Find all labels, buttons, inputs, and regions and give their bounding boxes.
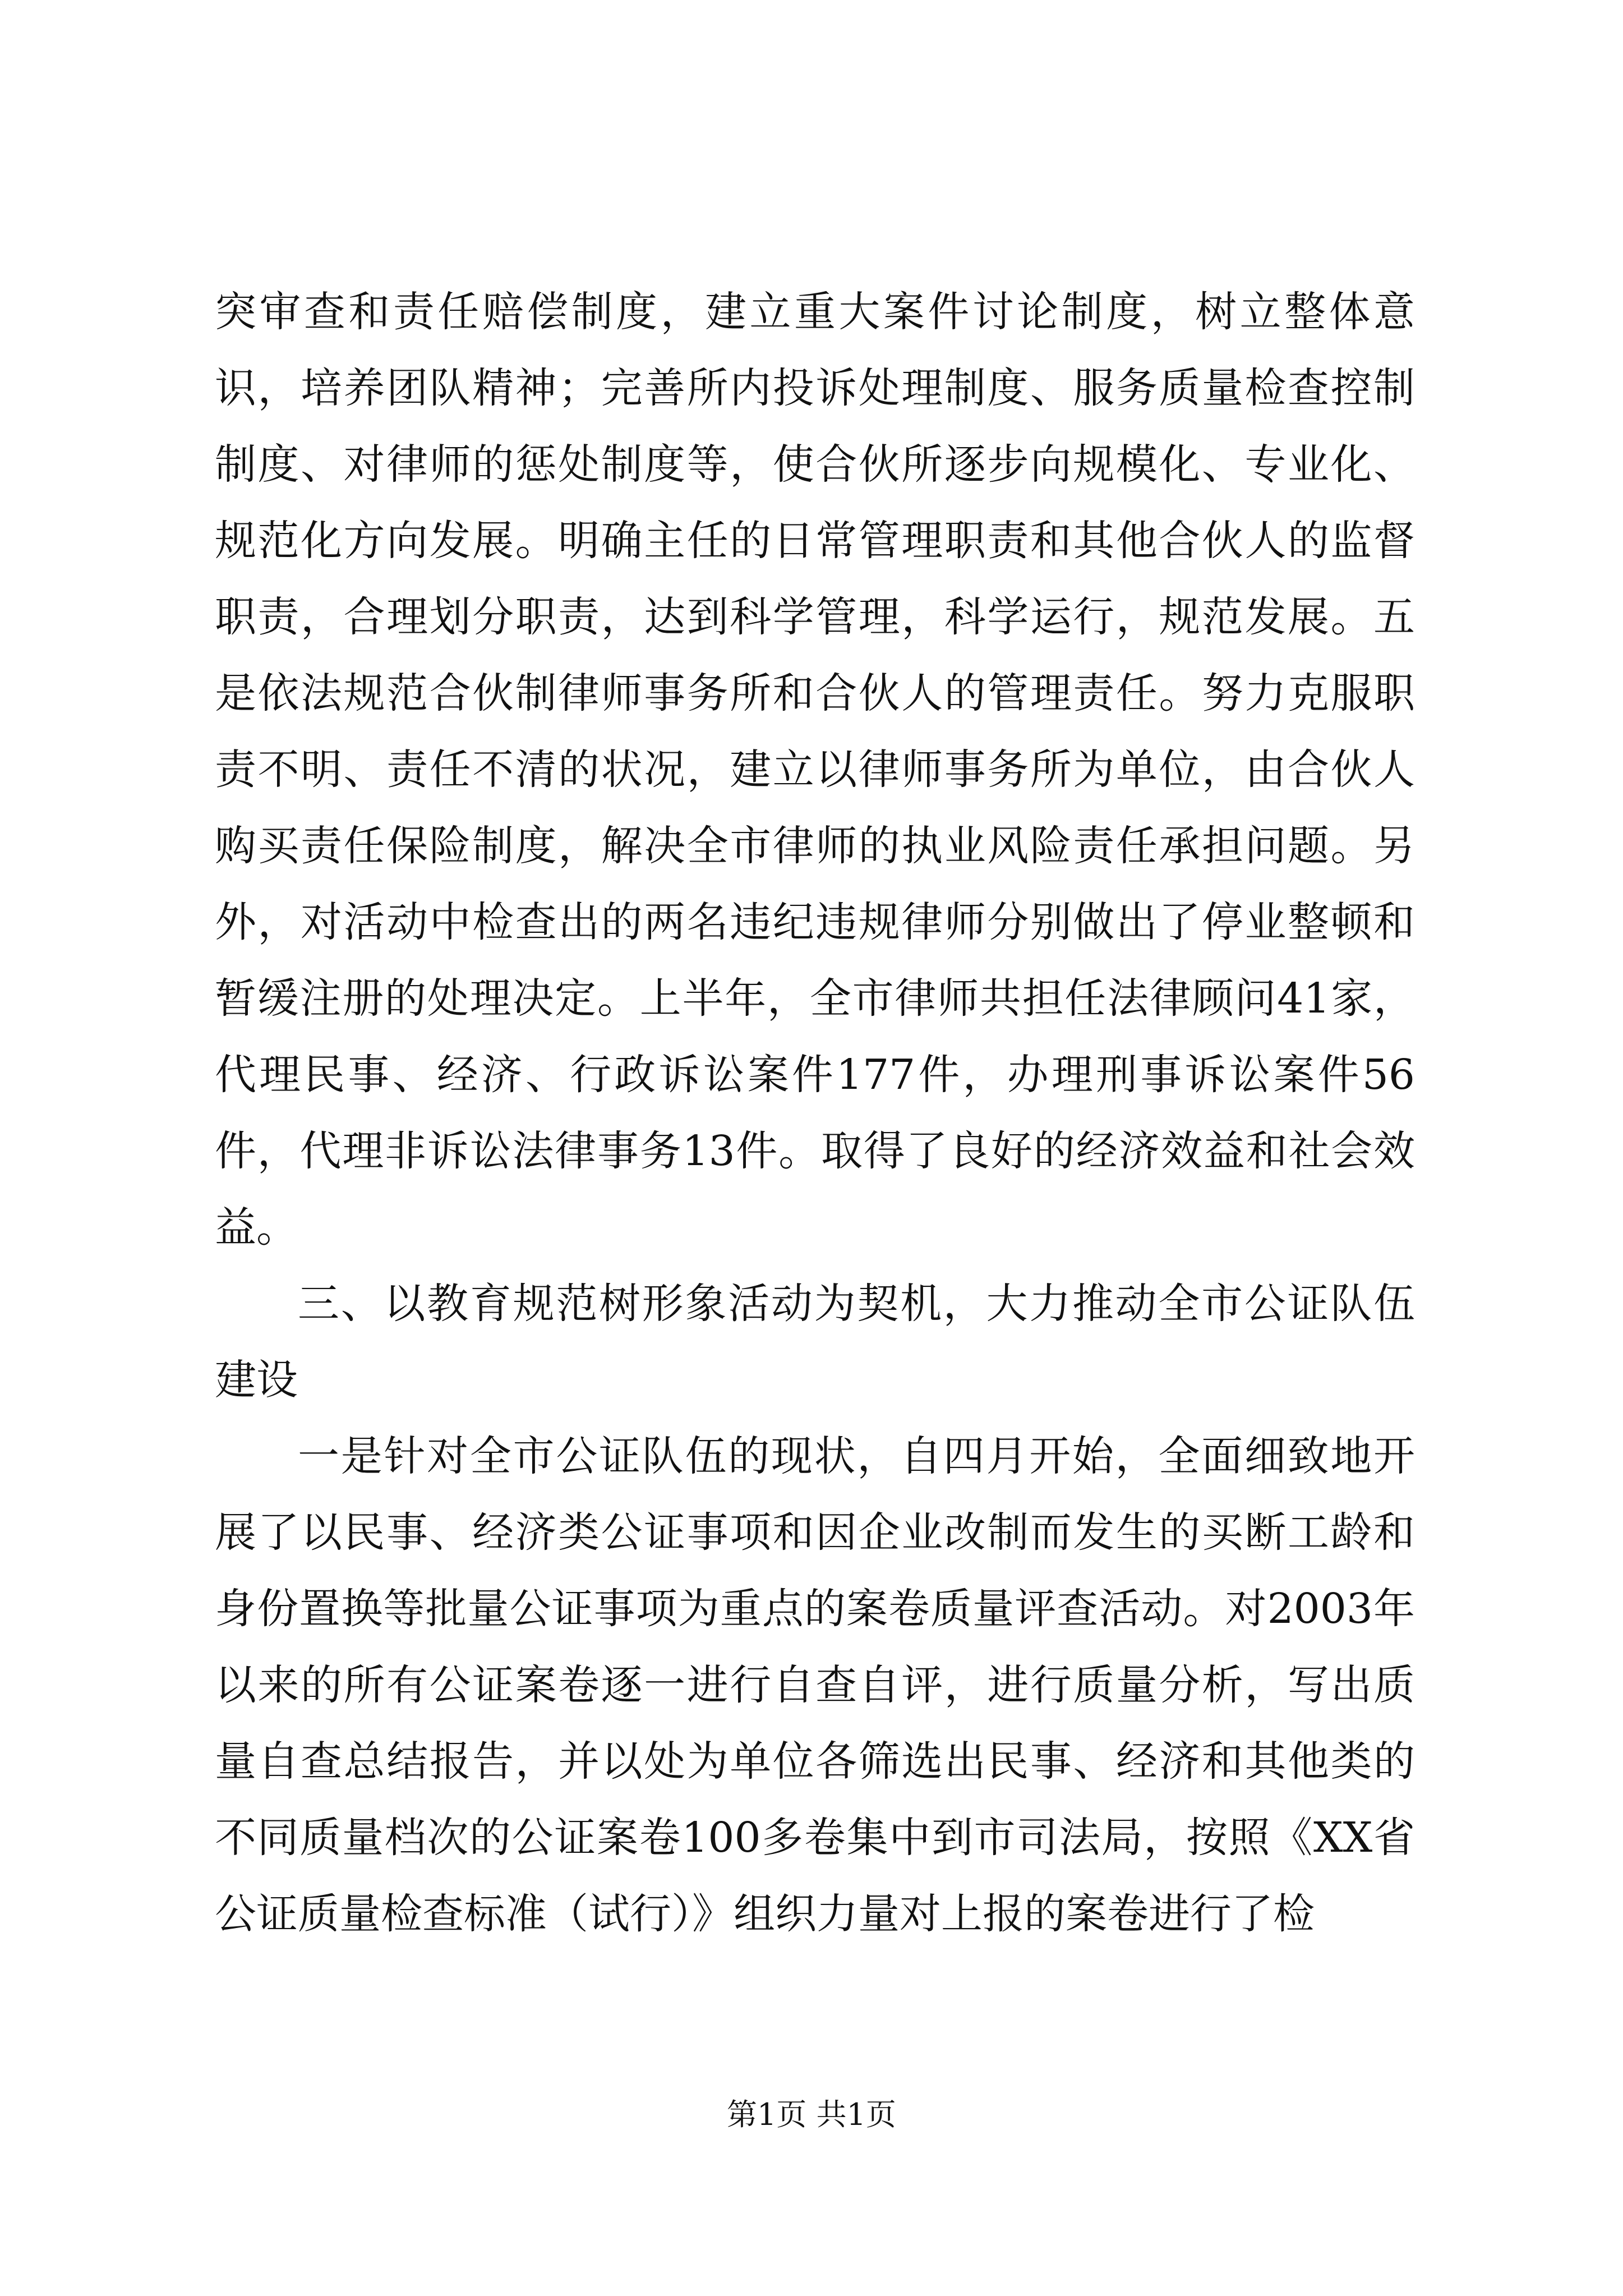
document-body bbox=[215, 274, 1415, 1952]
page-footer: 第1页 共1页 bbox=[727, 2097, 896, 2132]
paragraph-3: 一是针对全市公证队伍的现状，自四月开始，全面细致地开展了以民事、经济类公证事项和因企业改制而发生的买断工龄和身份置换等批量公证事项为重点的案卷质量评查活动。对2003年以来的所有公证案卷逐一进行自查自评，进行质量分析，写出质量自查总结报告，并以处为单位各筛选出民事、经济和其他类的不同质量档次的公证案卷100多卷集中到市司法局，按照《XX省公证质量检查标准（试行）》组织力量对上报的案卷进行了检 bbox=[215, 1432, 1415, 1938]
section-heading-3: 三、以教育规范树形象活动为契机，大力推动全市公证队伍建设 bbox=[215, 1280, 1415, 1404]
paragraph-1: 突审查和责任赔偿制度，建立重大案件讨论制度，树立整体意识，培养团队精神；完善所内投诉处理制度、服务质量检查控制制度、对律师的惩处制度等，使合伙所逐步向规模化、专业化、规范化方向发展。明确主任的日常管理职责和其他合伙人的监督职责，合理划分职责，达到科学管理，科学运行，规范发展。五是依法规范合伙制律师事务所和合伙人的管理责任。努力克服职责不明、责任不清的状况，建立以律师事务所为单位，由合伙人购买责任保险制度，解决全市律师的执业风险责任承担问题。另外，对活动中检查出的两名违纪违规律师分别做出了停业整顿和暂缓注册的处理决定。上半年，全市律师共担任法律顾问41家，代理民事、经济、行政诉讼案件177件，办理刑事诉讼案件56件，代理非诉讼法律事务13件。取得了良好的经济效益和社会效益。 bbox=[215, 288, 1415, 1251]
